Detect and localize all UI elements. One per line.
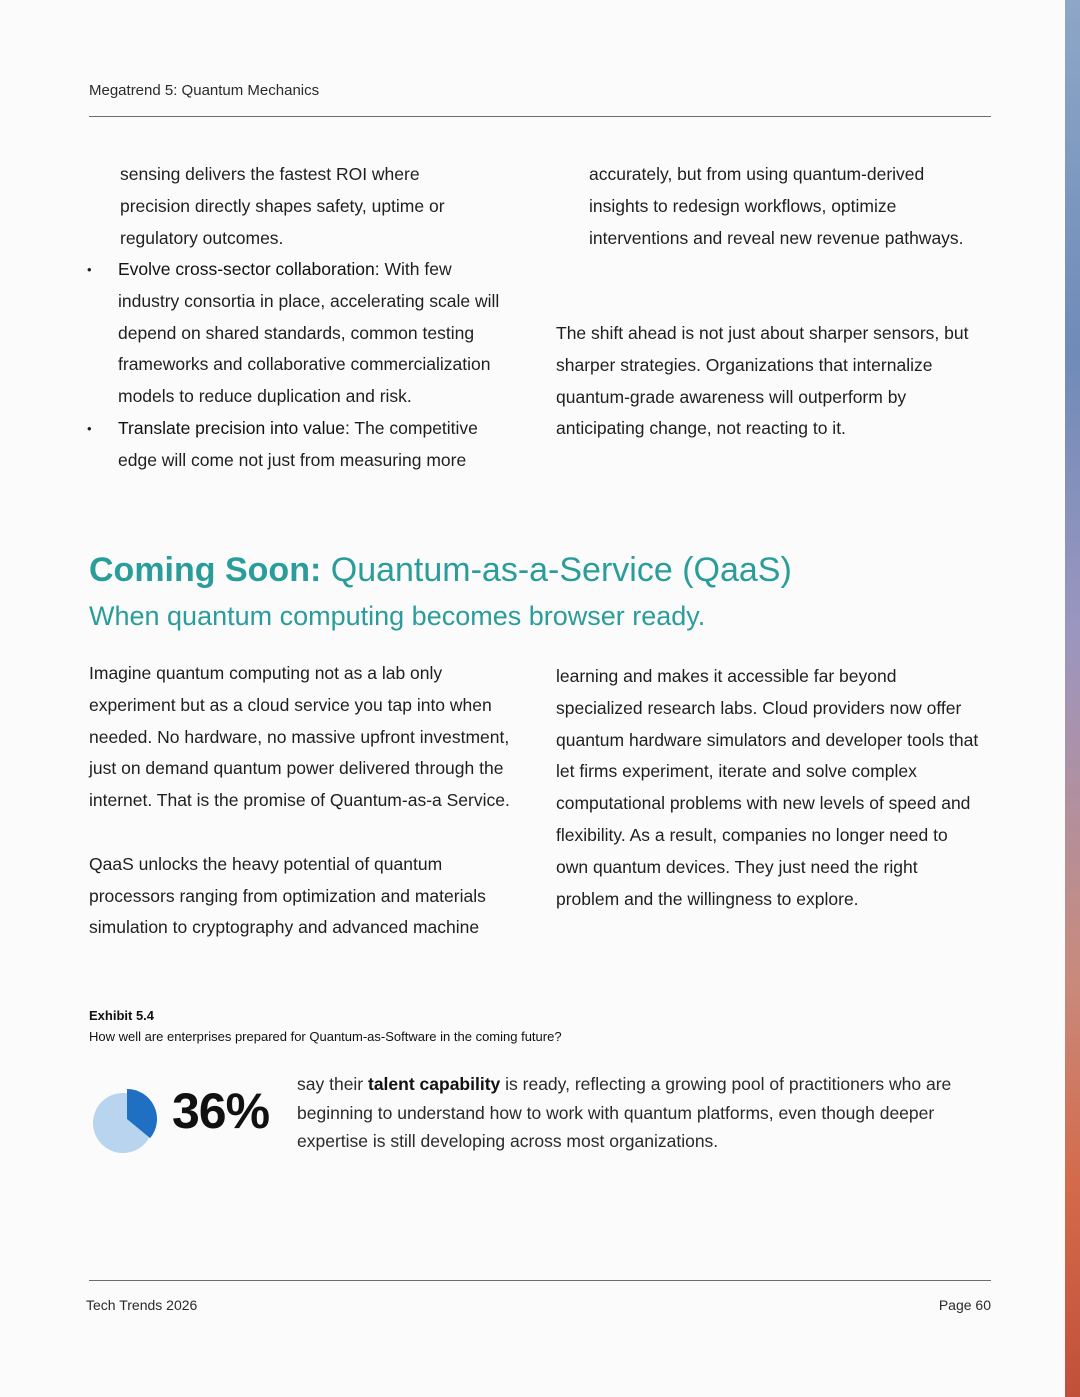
section-title — [89, 551, 792, 590]
bullet-text: The competitive edge will come not just from measuring more — [118, 417, 478, 470]
stat-description — [297, 1070, 987, 1156]
list-item — [89, 254, 514, 413]
header-divider — [89, 116, 991, 117]
bullet-label: Translate precision into value: — [118, 417, 350, 438]
body-paragraph: learning and makes it accessible far beyond specialized research labs. Cloud providers now offer quantum hardware simulators and developer tools that let firms experiment, iterate and solve complex computational problems with new levels of speed and flexibility. As a result, companies no longer need to own quantum devices. They just need the right problem and the willingness to explore. — [556, 666, 979, 909]
stat-text-bold: talent capability — [368, 1074, 501, 1094]
section-title-bold: Coming Soon: — [89, 551, 322, 589]
stat-pie-chart — [89, 1085, 161, 1157]
right-body-column — [556, 661, 984, 915]
bullet-icon: • — [87, 420, 92, 436]
left-body-column — [89, 658, 529, 944]
left-top-continuation: sensing delivers the fastest ROI where precision directly shapes safety, uptime or regulatory outcomes. — [120, 164, 445, 248]
right-top-paragraph: The shift ahead is not just about sharper sensors, but sharper strategies. Organizations that internalize quantum-grade awareness will outperform by anticipating change, not reacting to it. — [556, 323, 969, 439]
bullet-text: With few industry consortia in place, accelerating scale will depend on shared standards, common testing frameworks and collaborative commercialization models to reduce duplication and risk. — [118, 259, 500, 407]
bullet-list — [89, 254, 514, 477]
list-item — [89, 413, 514, 477]
footer-divider — [89, 1280, 991, 1281]
body-paragraph: Imagine quantum computing not as a lab only experiment but as a cloud service you tap into when needed. No hardware, no massive upfront investment, just on demand quantum power delivered through the internet. That is the promise of Quantum-as-a Service. — [89, 663, 510, 811]
stat-value: 36% — [172, 1083, 270, 1139]
right-top-continuation: accurately, but from using quantum-derived insights to redesign workflows, optimize interventions and reveal new revenue pathways. — [589, 164, 964, 248]
footer-publication: Tech Trends 2026 — [86, 1297, 198, 1313]
exhibit-question: How well are enterprises prepared for Quantum-as-Software in the coming future? — [89, 1029, 562, 1044]
stat-text-before: say their — [297, 1074, 368, 1094]
page-number: Page 60 — [938, 1297, 991, 1313]
bullet-icon: • — [87, 262, 92, 277]
section-title-rest: Quantum-as-a-Service (QaaS) — [321, 551, 792, 589]
bullet-label: Evolve cross-sector collaboration: — [118, 259, 380, 279]
exhibit-label: Exhibit 5.4 — [89, 1008, 155, 1023]
stat-text-after: is ready, reflecting a growing pool of practitioners who are beginning to understand how to work with quantum platforms, even though deeper expertise is still developing across most organizations. — [297, 1074, 952, 1151]
running-header: Megatrend 5: Quantum Mechanics — [89, 82, 320, 99]
decorative-edge-gradient — [1065, 0, 1080, 1397]
section-subtitle: When quantum computing becomes browser ready. — [89, 601, 706, 631]
body-paragraph: QaaS unlocks the heavy potential of quantum processors ranging from optimization and materials simulation to cryptography and advanced machine — [89, 853, 486, 938]
